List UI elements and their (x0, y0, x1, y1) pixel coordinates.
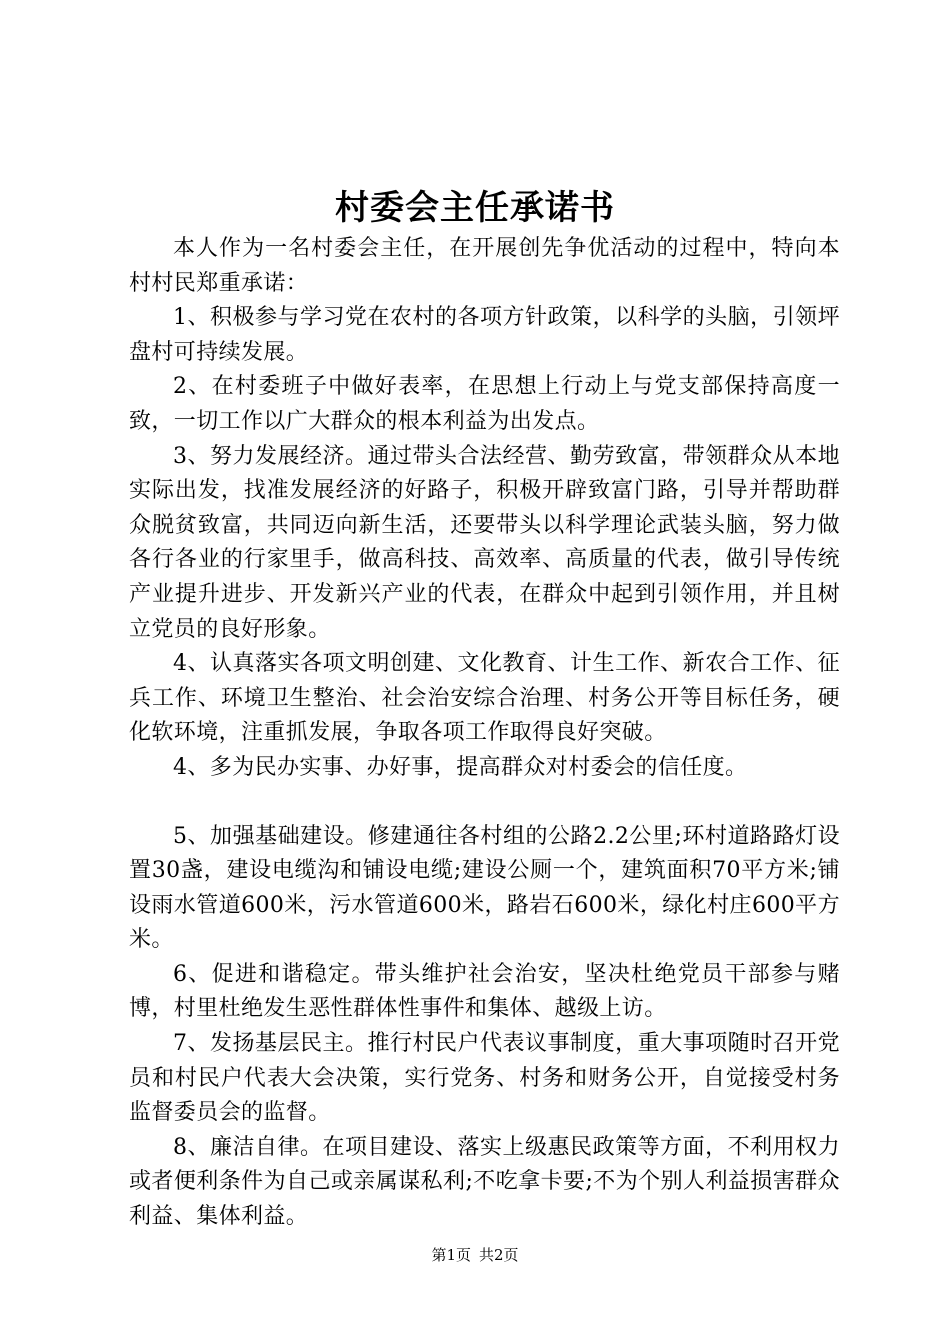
paragraph-item-8: 8、廉洁自律。在项目建设、落实上级惠民政策等方面，不利用权力或者便利条件为自己或亲属谋私利;不吃拿卡要;不为个别人利益损害群众利益、集体利益。 (129, 1134, 840, 1230)
document-body (129, 232, 840, 1235)
paragraph-item-1: 1、积极参与学习党在农村的各项方针政策，以科学的头脑，引领坪盘村可持续发展。 (129, 305, 840, 365)
paragraph-item-7: 7、发扬基层民主。推行村民户代表议事制度，重大事项随时召开党员和村民户代表大会决策，实行党务、村务和财务公开，自觉接受村务监督委员会的监督。 (129, 1031, 840, 1126)
document-title: 村委会主任承诺书 (335, 188, 615, 228)
page-total: 共2页 (479, 1246, 519, 1264)
paragraph-intro: 本人作为一名村委会主任，在开展创先争优活动的过程中，特向本村村民郑重承诺： (129, 236, 840, 296)
paragraph-item-2: 2、在村委班子中做好表率，在思想上行动上与党支部保持高度一致，一切工作以广大群众的根本利益为出发点。 (129, 374, 840, 434)
paragraph-item-6: 6、促进和谐稳定。带头维护社会治安，坚决杜绝党员干部参与赌博，村里杜绝发生恶性群体性事件和集体、越级上访。 (129, 961, 840, 1022)
paragraph-item-4b: 4、多为民办实事、办好事，提高群众对村委会的信任度。 (173, 754, 748, 780)
paragraph-item-3: 3、努力发展经济。通过带头合法经营、勤劳致富，带领群众从本地实际出发，找准发展经济的好路子，积极开辟致富门路，引导并帮助群众脱贫致富，共同迈向新生活，还要带头以科学理论武装头脑，努力做各行各业的行家里手，做高科技、高效率、高质量的代表，做引导传统产业提升进步、开发新兴产业的代表，在群众中起到引领作用，并且树立党员的良好形象。 (129, 443, 840, 642)
paragraph-item-5: 5、加强基础建设。修建通往各村组的公路2.2公里;环村道路路灯设置30盏，建设电缆沟和铺设电缆;建设公厕一个，建筑面积70平方米;铺设雨水管道600米，污水管道600米，路岩石600米，绿化村庄600平方米。 (129, 823, 840, 953)
page-number: 第1页 (431, 1246, 471, 1264)
page-footer (0, 1244, 950, 1266)
paragraph-item-4a: 4、认真落实各项文明创建、文化教育、计生工作、新农合工作、征兵工作、环境卫生整治、社会治安综合治理、村务公开等目标任务，硬化软环境，注重抓发展，争取各项工作取得良好突破。 (129, 651, 840, 746)
